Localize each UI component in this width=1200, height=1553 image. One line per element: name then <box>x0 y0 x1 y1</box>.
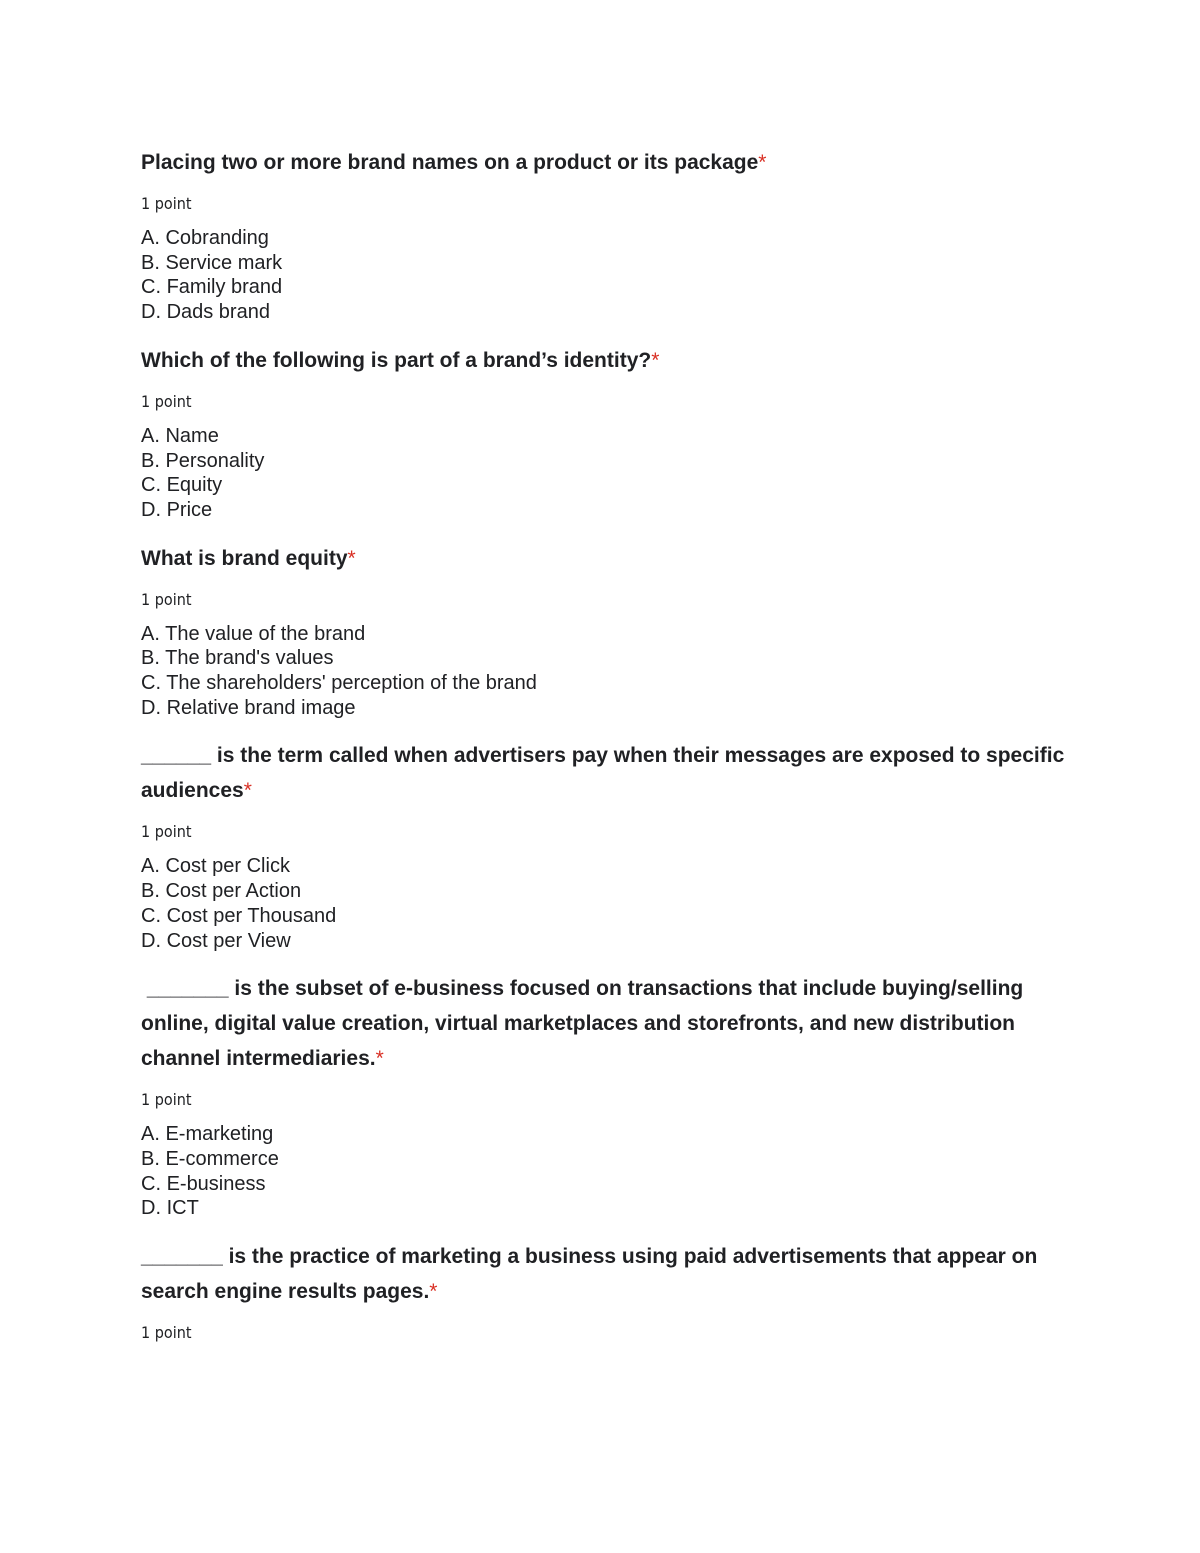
option-c[interactable]: C. E-business <box>141 1172 266 1195</box>
option-d[interactable]: D. Dads brand <box>141 301 270 324</box>
question-points: 1 point <box>141 391 192 411</box>
option-d[interactable]: D. Cost per View <box>141 929 291 952</box>
required-asterisk: * <box>651 348 660 372</box>
option-b[interactable]: B. Cost per Action <box>141 880 302 903</box>
question-1 <box>141 145 1071 325</box>
question-title: ______ is the term called when advertisers pay when their messages are exposed to specific audiences* <box>141 744 1065 803</box>
option-a[interactable]: A. Name <box>141 424 219 447</box>
option-c[interactable]: C. The shareholders' perception of the brand <box>141 672 537 695</box>
quiz-page <box>141 145 1071 1355</box>
option-b[interactable]: B. E-commerce <box>141 1147 279 1170</box>
option-b[interactable]: B. The brand's values <box>141 647 334 670</box>
question-points: 1 point <box>141 589 192 609</box>
required-asterisk: * <box>243 779 252 803</box>
options-list <box>141 854 1071 953</box>
option-c[interactable]: C. Family brand <box>141 276 283 299</box>
options-list <box>141 622 1071 721</box>
option-c[interactable]: C. Cost per Thousand <box>141 904 337 927</box>
options-list <box>141 226 1071 325</box>
question-5 <box>141 971 1071 1221</box>
question-title: _______ is the practice of marketing a business using paid advertisements that appear on search engine results pages.* <box>141 1245 1038 1304</box>
options-list <box>141 424 1071 523</box>
option-a[interactable]: A. E-marketing <box>141 1123 274 1146</box>
required-asterisk: * <box>347 546 356 570</box>
option-a[interactable]: A. The value of the brand <box>141 622 366 645</box>
question-points: 1 point <box>141 1090 192 1110</box>
option-a[interactable]: A. Cobranding <box>141 227 269 249</box>
question-points: 1 point <box>141 194 192 213</box>
question-title: Which of the following is part of a brand’s identity?* <box>141 348 660 372</box>
option-d[interactable]: D. Relative brand image <box>141 696 356 719</box>
question-6 <box>141 1239 1071 1343</box>
option-d[interactable]: D. Price <box>141 498 213 521</box>
required-asterisk: * <box>429 1280 438 1304</box>
options-list <box>141 1122 1071 1221</box>
question-title: _______ is the subset of e-business focused on transactions that include buying/selling online, digital value creation, virtual marketplaces and storefronts, and new distribution channel intermediaries.* <box>141 977 1030 1071</box>
option-a[interactable]: A. Cost per Click <box>141 855 290 878</box>
required-asterisk: * <box>758 151 767 174</box>
question-points: 1 point <box>141 822 192 842</box>
question-title: Placing two or more brand names on a product or its package* <box>141 151 767 174</box>
question-2 <box>141 343 1071 523</box>
required-asterisk: * <box>375 1047 384 1071</box>
question-4 <box>141 738 1071 953</box>
question-title: What is brand equity* <box>141 546 356 570</box>
option-b[interactable]: B. Service mark <box>141 251 283 274</box>
option-b[interactable]: B. Personality <box>141 449 265 472</box>
option-c[interactable]: C. Equity <box>141 474 223 497</box>
question-3 <box>141 541 1071 721</box>
question-points: 1 point <box>141 1323 192 1343</box>
option-d[interactable]: D. ICT <box>141 1197 199 1220</box>
